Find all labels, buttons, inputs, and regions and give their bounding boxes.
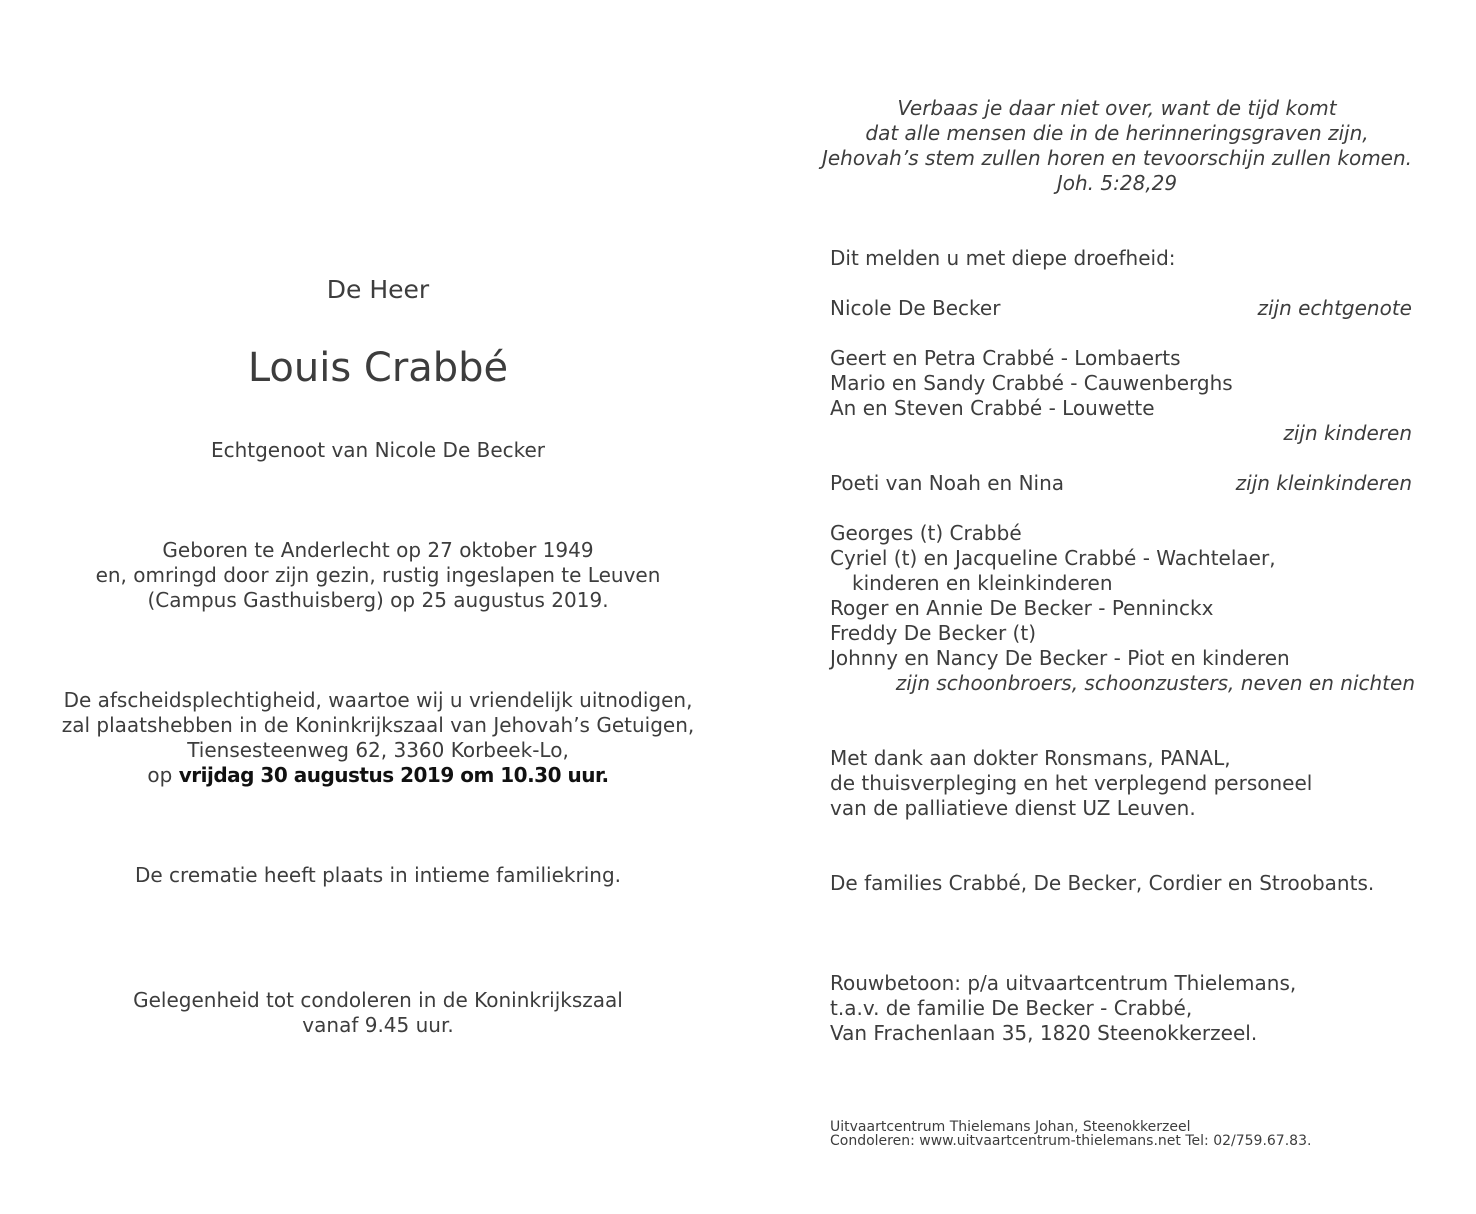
ceremony-date-line [30,763,726,788]
relative-line: Freddy De Becker (t) [830,621,1037,645]
child-line: Geert en Petra Crabbé - Lombaerts [830,346,1181,370]
footer-line: Condoleren: www.uitvaartcentrum-thielemans.net Tel: 02/759.67.83. [830,1133,1312,1149]
thanks-line: van de palliatieve dienst UZ Leuven. [830,796,1196,820]
condolence-block [30,988,726,1038]
deceased-title: De Heer [326,275,430,304]
ceremony-date: vrijdag 30 augustus 2019 om 10.30 uur. [178,763,609,787]
ceremony-line: zal plaatshebben in de Koninkrijkszaal van Jehovah’s Getuigen, [61,713,695,737]
child-line: Mario en Sandy Crabbé - Cauwenberghs [830,371,1233,395]
thanks-block [830,746,1312,821]
quote-line: Jehovah’s stem zullen horen en tevoorschijn zullen komen. [821,146,1413,170]
announcement-intro: Dit melden u met diepe droefheid: [830,246,1176,270]
condolence-line: Gelegenheid tot condoleren in de Koninkrijkszaal [133,988,623,1012]
spouse-role: zijn echtgenote [1257,296,1412,320]
ceremony-line: Tiensesteenweg 62, 3360 Korbeek-Lo, [187,738,569,762]
cremation-note: De crematie heeft plaats in intieme familiekring. [134,863,621,887]
relatives-role: zijn schoonbroers, schoonzusters, neven en nichten [895,671,1415,695]
grandchildren-role: zijn kleinkinderen [1235,471,1412,495]
relative-line: Cyriel (t) en Jacqueline Crabbé - Wachtelaer, [830,546,1276,570]
relatives-list [830,521,1290,671]
thanks-line: de thuisverpleging en het verplegend personeel [830,771,1313,795]
children-list [830,346,1233,421]
relative-line: Georges (t) Crabbé [830,521,1022,545]
address-block [830,971,1296,1046]
ceremony-date-prefix: op [147,763,179,787]
ceremony-block [30,688,726,788]
families-line: De families Crabbé, De Becker, Cordier en Stroobants. [830,871,1375,895]
birth-line: Geboren te Anderlecht op 27 oktober 1949 [162,538,594,562]
quote-line: Verbaas je daar niet over, want de tijd komt [897,96,1337,120]
birth-line: (Campus Gasthuisberg) op 25 augustus 2019. [147,588,609,612]
footer-line: Uitvaartcentrum Thielemans Johan, Steenokkerzeel [830,1119,1191,1135]
quote-line: dat alle mensen die in de herinneringsgraven zijn, [865,121,1369,145]
address-line: t.a.v. de familie De Becker - Crabbé, [830,996,1193,1020]
address-line: Van Frachenlaan 35, 1820 Steenokkerzeel. [830,1021,1258,1045]
birth-death-block [30,538,726,613]
address-line: Rouwbetoon: p/a uitvaartcentrum Thielemans, [830,971,1297,995]
quote-reference: Joh. 5:28,29 [1056,171,1178,195]
spouse-line: Echtgenoot van Nicole De Becker [210,438,546,462]
birth-line: en, omringd door zijn gezin, rustig ingeslapen te Leuven [95,563,661,587]
grandchildren-names: Poeti van Noah en Nina [830,471,1065,495]
footer [830,1120,1311,1148]
bible-quote [820,96,1414,196]
condolence-line: vanaf 9.45 uur. [302,1013,454,1037]
child-line: An en Steven Crabbé - Louwette [830,396,1155,420]
deceased-name: Louis Crabbé [247,345,509,391]
relative-line: kinderen en kleinkinderen [852,571,1113,595]
children-role: zijn kinderen [1283,421,1412,445]
thanks-line: Met dank aan dokter Ronsmans, PANAL, [830,746,1231,770]
relative-line: Johnny en Nancy De Becker - Piot en kinderen [830,646,1290,670]
spouse-name: Nicole De Becker [830,296,1001,320]
ceremony-line: De afscheidsplechtigheid, waartoe wij u vriendelijk uitnodigen, [63,688,693,712]
relative-line: Roger en Annie De Becker - Penninckx [830,596,1214,620]
